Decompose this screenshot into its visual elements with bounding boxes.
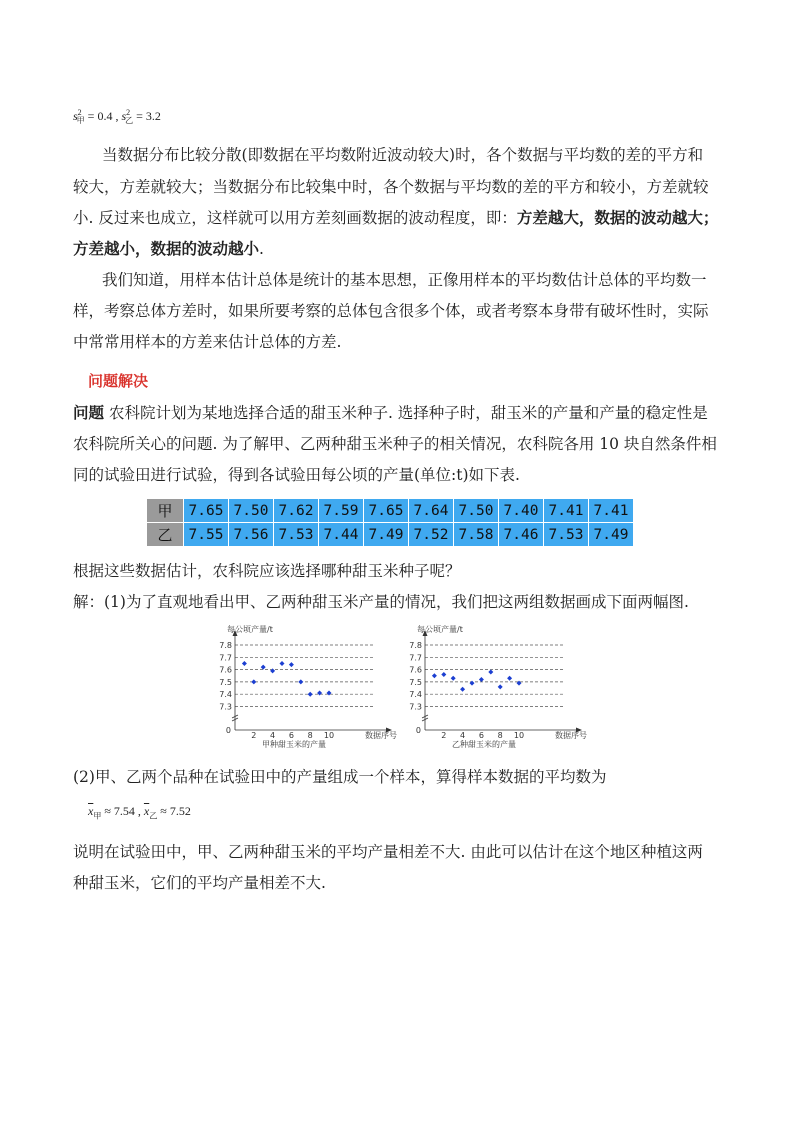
y-tick-label: 7.8: [409, 641, 422, 650]
x-tick-label: 2: [441, 731, 447, 740]
data-point: [441, 672, 446, 677]
data-point: [317, 690, 322, 695]
data-point: [289, 662, 294, 667]
table-cell: 7.58: [454, 523, 499, 547]
table-cell: 7.65: [364, 499, 409, 523]
data-point: [261, 665, 266, 670]
data-point: [280, 661, 285, 666]
problem-line: 农科院所关心的问题. 为了解甲、乙两种甜玉米种子的相关情况，农科院各用 10 块自然条件相: [73, 435, 717, 453]
chart-caption: 乙种甜玉米的产量: [452, 740, 516, 749]
table-cell: 7.41: [589, 499, 634, 523]
question-line: 根据这些数据估计，农科院应该选择哪种甜玉米种子呢？: [73, 562, 461, 580]
paragraph-line: 较大，方差就较大；当数据分布比较集中时，各个数据与平均数的差的平方和较小，方差就较: [73, 178, 709, 196]
table-cell: 7.62: [274, 499, 319, 523]
y-tick-label: 7.7: [219, 653, 232, 663]
data-point: [308, 692, 313, 697]
scatter-chart-yi: [400, 620, 600, 755]
bold-statement: 方差越大，数据的波动越大；: [516, 208, 719, 227]
x-tick-label: 4: [460, 731, 466, 740]
paragraph-line: 中常常用样本的方差来估计总体的方差.: [73, 333, 342, 351]
y-tick-label: 7.4: [219, 690, 232, 700]
problem-line: 问题 农科院计划为某地选择合适的甜玉米种子. 选择种子时，甜玉米的产量和产量的稳定性是: [73, 403, 708, 422]
table-cell: 7.55: [184, 523, 229, 547]
data-point: [251, 679, 256, 684]
y-tick-label: 7.4: [409, 690, 422, 700]
x-axis-label: 数据序号: [555, 731, 587, 740]
data-point: [507, 676, 512, 681]
table-cell: 7.40: [499, 499, 544, 523]
y-tick-label: 7.3: [219, 702, 232, 712]
data-point: [451, 676, 456, 681]
y-tick-label: 7.6: [409, 665, 422, 675]
problem-line: 同的试验田进行试验，得到各试验田每公顷的产量(单位:t)如下表.: [73, 466, 520, 484]
data-point: [460, 687, 465, 692]
data-point: [432, 673, 437, 678]
x-tick-label: 4: [270, 731, 276, 740]
section-heading: 问题解决: [88, 372, 149, 390]
data-point: [470, 681, 475, 686]
x-tick-label: 8: [497, 731, 503, 740]
x-tick-label: 10: [323, 731, 335, 740]
table-cell: 7.46: [499, 523, 544, 547]
solution-line: 解：(1)为了直观地看出甲、乙两种甜玉米产量的情况，我们把这两组数据画成下面两幅图.: [73, 593, 689, 611]
x-tick-label: 2: [251, 731, 257, 740]
data-point: [298, 679, 303, 684]
data-point: [488, 670, 493, 675]
y-tick-label: 7.8: [219, 641, 232, 650]
table-cell: 7.53: [274, 523, 319, 547]
table-cell: 7.49: [589, 523, 634, 547]
scatter-chart-jia: [210, 620, 410, 755]
variance-formula: $s^2_甲 = 0.4$ , $s^2_乙 = 3.2$: [73, 108, 161, 126]
table-cell: 7.50: [454, 499, 499, 523]
data-point: [498, 684, 503, 689]
table-cell: 7.53: [544, 523, 589, 547]
paragraph-line: 当数据分布比较分散(即数据在平均数附近波动较大)时，各个数据与平均数的差的平方和: [102, 146, 704, 164]
table-cell: 7.44: [319, 523, 364, 547]
paragraph-line: 我们知道，用样本估计总体是统计的基本思想，正像用样本的平均数估计总体的平均数一: [102, 271, 707, 289]
data-point: [242, 661, 247, 666]
y-tick-label: 7.6: [219, 665, 232, 675]
solution-line: (2)甲、乙两个品种在试验田中的产量组成一个样本，算得样本数据的平均数为: [73, 768, 607, 786]
table-cell: 7.50: [229, 499, 274, 523]
x-axis-label: 数据序号: [365, 731, 397, 740]
yield-table: [146, 498, 634, 547]
conclusion-line: 说明在试验田中，甲、乙两种甜玉米的平均产量相差不大. 由此可以估计在这个地区种植这两: [73, 843, 703, 861]
origin-label: 0: [225, 726, 231, 735]
row-header: 甲: [147, 499, 184, 523]
paragraph-line: 小. 反过来也成立，这样就可以用方差刻画数据的波动程度，即：方差越大，数据的波动越大；: [73, 208, 719, 227]
table-cell: 7.49: [364, 523, 409, 547]
table-cell: 7.64: [409, 499, 454, 523]
x-tick-label: 6: [288, 731, 294, 740]
data-point: [327, 690, 332, 695]
table-cell: 7.59: [319, 499, 364, 523]
table-cell: 7.56: [229, 523, 274, 547]
data-point: [479, 677, 484, 682]
mean-formula: $\overline{x}_甲 \approx 7.54$ , $\overline{x}_乙 \approx 7.52$: [88, 804, 191, 821]
row-header: 乙: [147, 523, 184, 547]
x-tick-label: 6: [478, 731, 484, 740]
table-row: [147, 499, 634, 523]
conclusion-line: 种甜玉米，它们的平均产量相差不大.: [73, 874, 326, 892]
y-tick-label: 7.3: [409, 702, 422, 712]
y-tick-label: 7.5: [409, 677, 422, 687]
table-cell: 7.41: [544, 499, 589, 523]
data-point: [270, 668, 275, 673]
chart-caption: 甲种甜玉米的产量: [262, 740, 326, 749]
y-axis-label: 每公顷产量/t: [417, 625, 463, 634]
paragraph-line: 方差越小，数据的波动越小.: [73, 239, 264, 258]
table-cell: 7.52: [409, 523, 454, 547]
y-axis-label: 每公顷产量/t: [227, 625, 273, 634]
x-tick-label: 8: [307, 731, 313, 740]
x-tick-label: 10: [513, 731, 525, 740]
table-cell: 7.65: [184, 499, 229, 523]
paragraph-line: 样，考察总体方差时，如果所要考察的总体包含很多个体，或者考察本身带有破坏性时，实际: [73, 302, 709, 320]
y-tick-label: 7.5: [219, 677, 232, 687]
data-point: [517, 681, 522, 686]
origin-label: 0: [415, 726, 421, 735]
y-tick-label: 7.7: [409, 653, 422, 663]
problem-label: 问题: [73, 403, 105, 422]
table-row: [147, 523, 634, 547]
bold-statement: 方差越小，数据的波动越小: [73, 239, 260, 258]
